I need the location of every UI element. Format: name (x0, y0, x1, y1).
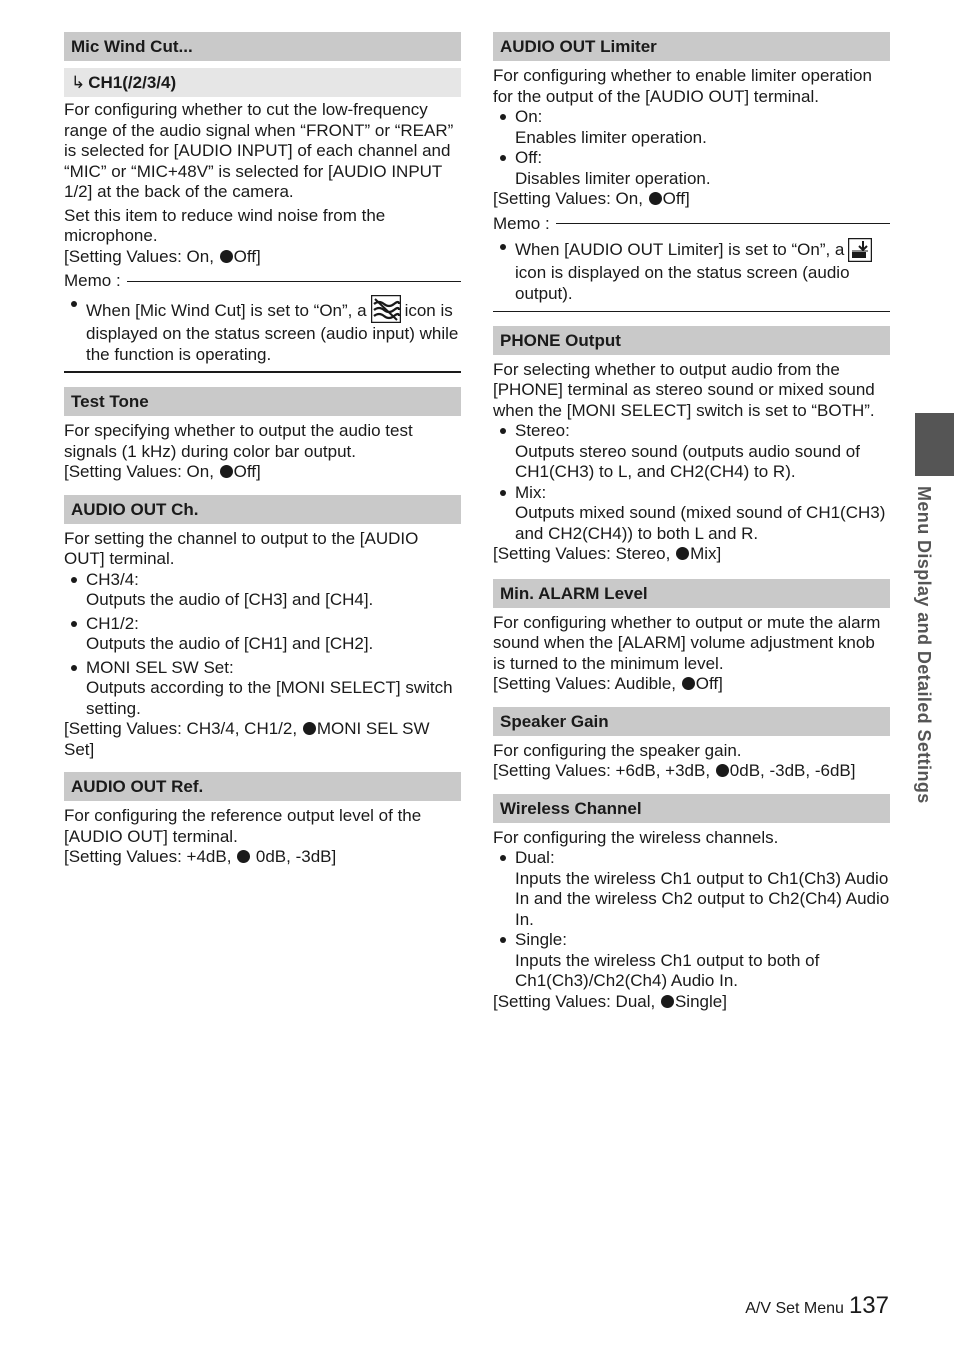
chapter-tab-marker (915, 413, 954, 476)
default-dot-icon (716, 764, 729, 777)
audio-out-ch-options (64, 570, 461, 720)
phone-description: For selecting whether to output audio from the [PHONE] terminal as stereo sound or mixed sound when the [MONI SELECT] switch is set to “BOTH”. (493, 359, 875, 420)
section-heading-wireless-channel: Wireless Channel (493, 794, 890, 823)
section-heading-audio-out-limiter: AUDIO OUT Limiter (493, 32, 890, 61)
list-item: Off: Disables limiter operation. (515, 148, 890, 189)
footer-section-label: A/V Set Menu (745, 1300, 844, 1317)
default-dot-icon (676, 547, 689, 560)
memo-header: Memo : (64, 271, 461, 291)
left-column (64, 32, 461, 868)
default-dot-icon (682, 677, 695, 690)
list-item: On: Enables limiter operation. (515, 107, 890, 148)
limiter-description: For configuring whether to enable limiter operation for the output of the [AUDIO OUT] terminal. (493, 66, 872, 106)
wireless-description: For configuring the wireless channels. (493, 827, 779, 847)
subsection-label: CH1(/2/3/4) (88, 73, 177, 92)
memo-rule (127, 281, 461, 282)
list-item: CH1/2: Outputs the audio of [CH1] and [CH2]. (86, 614, 461, 655)
mic-wind-note: Set this item to reduce wind noise from the microphone. (64, 205, 386, 245)
page-number: 137 (848, 1292, 889, 1319)
list-item: Mix: Outputs mixed sound (mixed sound of CH1(CH3) and CH2(CH4)) to both L and R. (515, 483, 890, 545)
default-dot-icon (661, 995, 674, 1008)
audio-out-ref-description: For configuring the reference output level of the [AUDIO OUT] terminal. (64, 806, 422, 846)
limiter-icon (848, 238, 872, 262)
right-column (493, 32, 890, 1012)
default-dot-icon (220, 465, 233, 478)
section-end-rule (493, 311, 890, 312)
audio-out-ch-setting-values: [Setting Values: CH3/4, CH1/2, MONI SEL SW Set] (64, 719, 430, 759)
memo-rule (556, 223, 890, 224)
memo-item: When [Mic Wind Cut] is set to “On”, a icon is displayed on the status screen (audio input) while the function is operating. (86, 295, 461, 365)
list-item: Single: Inputs the wireless Ch1 output to both of Ch1(Ch3)/Ch2(Ch4) Audio In. (515, 930, 890, 992)
default-dot-icon (649, 192, 662, 205)
list-item: MONI SEL SW Set: Outputs according to the [MONI SELECT] switch setting. (86, 658, 461, 720)
default-dot-icon (220, 250, 233, 263)
page-footer (745, 1292, 889, 1320)
wind-cut-icon (371, 295, 401, 323)
chapter-tab-label: Menu Display and Detailed Settings (914, 486, 934, 804)
limiter-setting-values: [Setting Values: On, Off] (493, 189, 690, 208)
sub-arrow-icon: ↳ (71, 73, 86, 92)
alarm-setting-values: [Setting Values: Audible, Off] (493, 674, 723, 693)
test-tone-setting-values: [Setting Values: On, Off] (64, 462, 261, 481)
section-heading-min-alarm-level: Min. ALARM Level (493, 579, 890, 608)
section-heading-mic-wind-cut: Mic Wind Cut... (64, 32, 461, 61)
section-heading-phone-output: PHONE Output (493, 326, 890, 355)
phone-setting-values: [Setting Values: Stereo, Mix] (493, 544, 722, 563)
audio-out-ch-description: For setting the channel to output to the [AUDIO OUT] terminal. (64, 528, 419, 568)
default-dot-icon (303, 722, 316, 735)
memo-item: When [AUDIO OUT Limiter] is set to “On”, aicon is displayed on the status screen (audio output). (515, 238, 890, 304)
section-heading-audio-out-ref: AUDIO OUT Ref. (64, 772, 461, 801)
section-heading-test-tone: Test Tone (64, 387, 461, 416)
memo-list (493, 238, 890, 304)
list-item: Dual: Inputs the wireless Ch1 output to Ch1(Ch3) Audio In and the wireless Ch2 output to Ch2(Ch4) Audio In. (515, 848, 890, 929)
wireless-options (493, 848, 890, 992)
memo-list (64, 295, 461, 365)
alarm-description: For configuring whether to output or mute the alarm sound when the [ALARM] volume adjustment knob is turned to the minimum level. (493, 612, 881, 673)
phone-options (493, 421, 890, 544)
list-item: CH3/4: Outputs the audio of [CH3] and [CH4]. (86, 570, 461, 611)
section-heading-audio-out-ch: AUDIO OUT Ch. (64, 495, 461, 524)
limiter-options (493, 107, 890, 189)
wireless-setting-values: [Setting Values: Dual, Single] (493, 991, 727, 1011)
list-item: Stereo: Outputs stereo sound (outputs audio sound of CH1(CH3) to L, and CH2(CH4) to R). (515, 421, 890, 483)
audio-out-ref-setting-values: [Setting Values: +4dB, 0dB, -3dB] (64, 847, 337, 866)
subsection-heading-ch1 (64, 68, 461, 97)
memo-header: Memo : (493, 214, 890, 234)
speaker-setting-values: [Setting Values: +6dB, +3dB, 0dB, -3dB, -6dB] (493, 761, 856, 780)
mic-wind-description: For configuring whether to cut the low-frequency range of the audio signal when “FRONT” or “REAR” is selected for [AUDIO INPUT] of each channel and “MIC” or “MIC+48V” is selected for [AUDIO INPUT 1/2] at the back of the camera. (64, 100, 454, 201)
section-end-rule (64, 371, 461, 373)
mic-wind-setting-values: [Setting Values: On, Off] (64, 246, 261, 266)
section-heading-speaker-gain: Speaker Gain (493, 707, 890, 736)
test-tone-description: For specifying whether to output the audio test signals (1 kHz) during color bar output. (64, 421, 413, 461)
speaker-description: For configuring the speaker gain. (493, 740, 742, 760)
default-dot-icon (237, 850, 250, 863)
